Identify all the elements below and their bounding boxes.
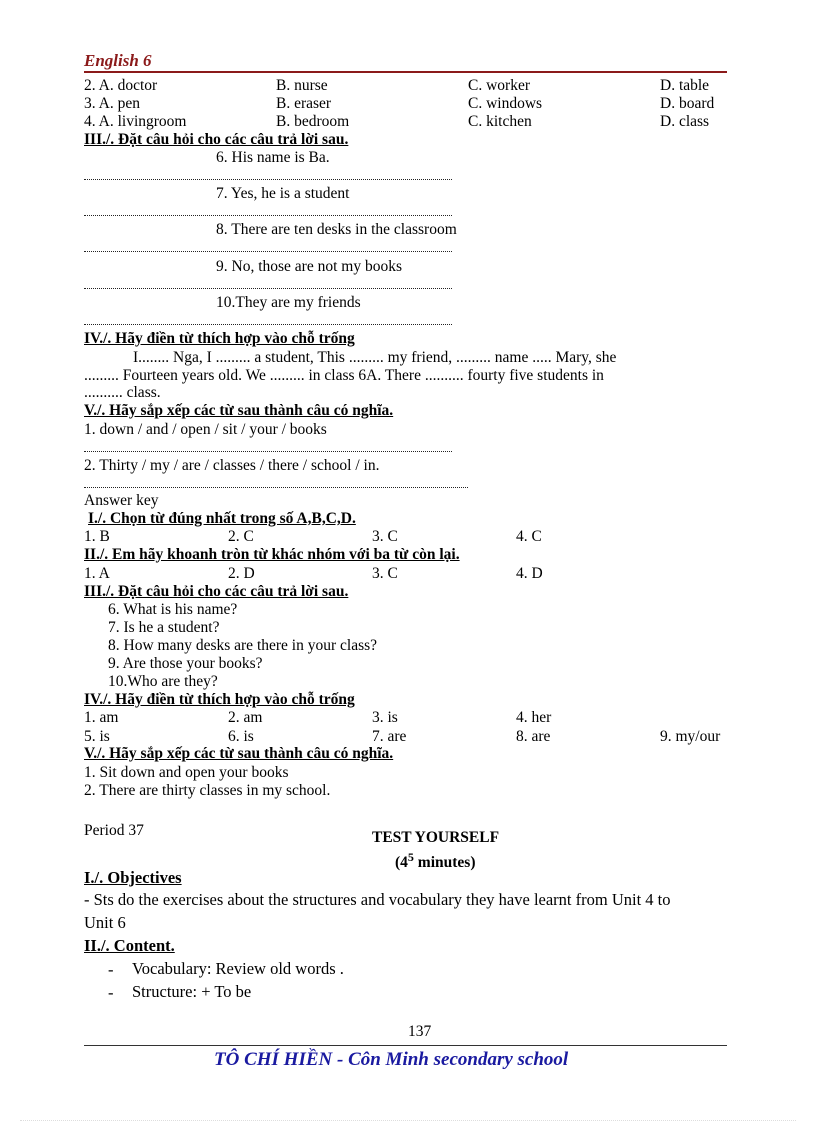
- answer: 2. am: [228, 709, 263, 726]
- answer-key-s1-title: I./. Chọn từ đúng nhất trong số A,B,C,D.: [88, 510, 356, 527]
- answer: 9. Are those your books?: [108, 655, 263, 672]
- answer: 3. is: [372, 709, 398, 726]
- duration-sup: 5: [407, 850, 414, 864]
- answer-key-label: Answer key: [84, 492, 159, 509]
- test-duration: [395, 848, 476, 872]
- content-item: Structure: + To be: [132, 982, 252, 1001]
- period-label: Period 37: [84, 822, 144, 839]
- answer-prompt: 7. Yes, he is a student: [216, 185, 350, 202]
- answer: 3. C: [372, 565, 398, 582]
- answer-prompt: 6. His name is Ba.: [216, 149, 330, 166]
- footer-text: TÔ CHÍ HIỀN - Côn Minh secondary school: [214, 1049, 569, 1070]
- answer: 1. B: [84, 528, 110, 545]
- write-line: [84, 215, 452, 216]
- header-rule: [84, 71, 727, 73]
- answer: 9. my/our: [660, 728, 721, 745]
- duration-close: minutes): [413, 854, 476, 871]
- bullet-mark: -: [108, 960, 114, 979]
- mcq-option: D. table: [660, 77, 710, 94]
- mcq-option: D. class: [660, 113, 710, 130]
- mcq-option: 3. A. pen: [84, 95, 140, 112]
- answer-key-s3-title: III./. Đặt câu hỏi cho các câu trả lời sau.: [84, 583, 349, 600]
- content-item: Vocabulary: Review old words .: [132, 959, 344, 978]
- mcq-option: C. worker: [468, 77, 530, 94]
- answer-key-s5-title: V./. Hãy sắp xếp các từ sau thành câu có nghĩa.: [84, 745, 394, 762]
- answer-key-s4-title: IV./. Hãy điền từ thích hợp vào chỗ trống: [84, 691, 355, 708]
- page-header-title: English 6: [84, 51, 152, 70]
- answer: 2. D: [228, 565, 255, 582]
- fill-blank-line: ......... Fourteen years old. We ......... in class 6A. There .......... fourty five students in: [84, 367, 604, 384]
- test-title: TEST YOURSELF: [372, 829, 500, 846]
- write-line: [84, 288, 452, 289]
- write-line: [84, 324, 452, 325]
- page-number: 137: [408, 1023, 432, 1040]
- answer: 1. am: [84, 709, 119, 726]
- answer: 7. are: [372, 728, 407, 745]
- duration-open: (4: [395, 854, 408, 871]
- write-line: [84, 179, 452, 180]
- mcq-option: D. board: [660, 95, 715, 112]
- answer: 1. A: [84, 565, 110, 582]
- answer: 4. D: [516, 565, 543, 582]
- answer: 7. Is he a student?: [108, 619, 220, 636]
- mcq-option: C. windows: [468, 95, 543, 112]
- mcq-option: B. bedroom: [276, 113, 350, 130]
- answer: 8. are: [516, 728, 551, 745]
- answer: 2. C: [228, 528, 254, 545]
- objectives-title: I./. Objectives: [84, 868, 182, 887]
- mcq-option: B. nurse: [276, 77, 328, 94]
- mcq-option: 4. A. livingroom: [84, 113, 187, 130]
- mcq-option: B. eraser: [276, 95, 332, 112]
- content-title: II./. Content.: [84, 936, 175, 955]
- mcq-option: 2. A. doctor: [84, 77, 158, 94]
- reorder-item: 1. down / and / open / sit / your / books: [84, 421, 327, 438]
- answer-prompt: 10.They are my friends: [216, 294, 361, 311]
- section5-title: V./. Hãy sắp xếp các từ sau thành câu có nghĩa.: [84, 402, 394, 419]
- page-edge: [20, 1120, 796, 1121]
- answer-prompt: 8. There are ten desks in the classroom: [216, 221, 457, 238]
- answer-key-s2-title: II./. Em hãy khoanh tròn từ khác nhóm với ba từ còn lại.: [84, 546, 460, 563]
- answer: 8. How many desks are there in your class?: [108, 637, 378, 654]
- answer: 6. is: [228, 728, 254, 745]
- answer: 6. What is his name?: [108, 601, 238, 618]
- write-line: [84, 487, 468, 488]
- objectives-text: Unit 6: [84, 913, 126, 932]
- bullet-mark: -: [108, 983, 114, 1002]
- section4-title: IV./. Hãy điền từ thích hợp vào chỗ trống: [84, 330, 355, 347]
- answer: 1. Sit down and open your books: [84, 764, 289, 781]
- footer-rule: [84, 1045, 727, 1046]
- section3-title: III./. Đặt câu hỏi cho các câu trả lời sau.: [84, 131, 349, 148]
- write-line: [84, 251, 452, 252]
- write-line: [84, 451, 452, 452]
- mcq-option: C. kitchen: [468, 113, 532, 130]
- answer-prompt: 9. No, those are not my books: [216, 258, 402, 275]
- objectives-text: - Sts do the exercises about the structures and vocabulary they have learnt from Unit 4 to: [84, 890, 671, 909]
- answer: 10.Who are they?: [108, 673, 218, 690]
- answer: 5. is: [84, 728, 110, 745]
- answer: 2. There are thirty classes in my school.: [84, 782, 331, 799]
- answer: 4. her: [516, 709, 552, 726]
- reorder-item: 2. Thirty / my / are / classes / there / school / in.: [84, 457, 380, 474]
- fill-blank-line: .......... class.: [84, 384, 161, 401]
- answer: 4. C: [516, 528, 542, 545]
- answer: 3. C: [372, 528, 398, 545]
- fill-blank-line: I........ Nga, I ......... a student, This ......... my friend, ......... name ..... Mary, she: [133, 349, 617, 366]
